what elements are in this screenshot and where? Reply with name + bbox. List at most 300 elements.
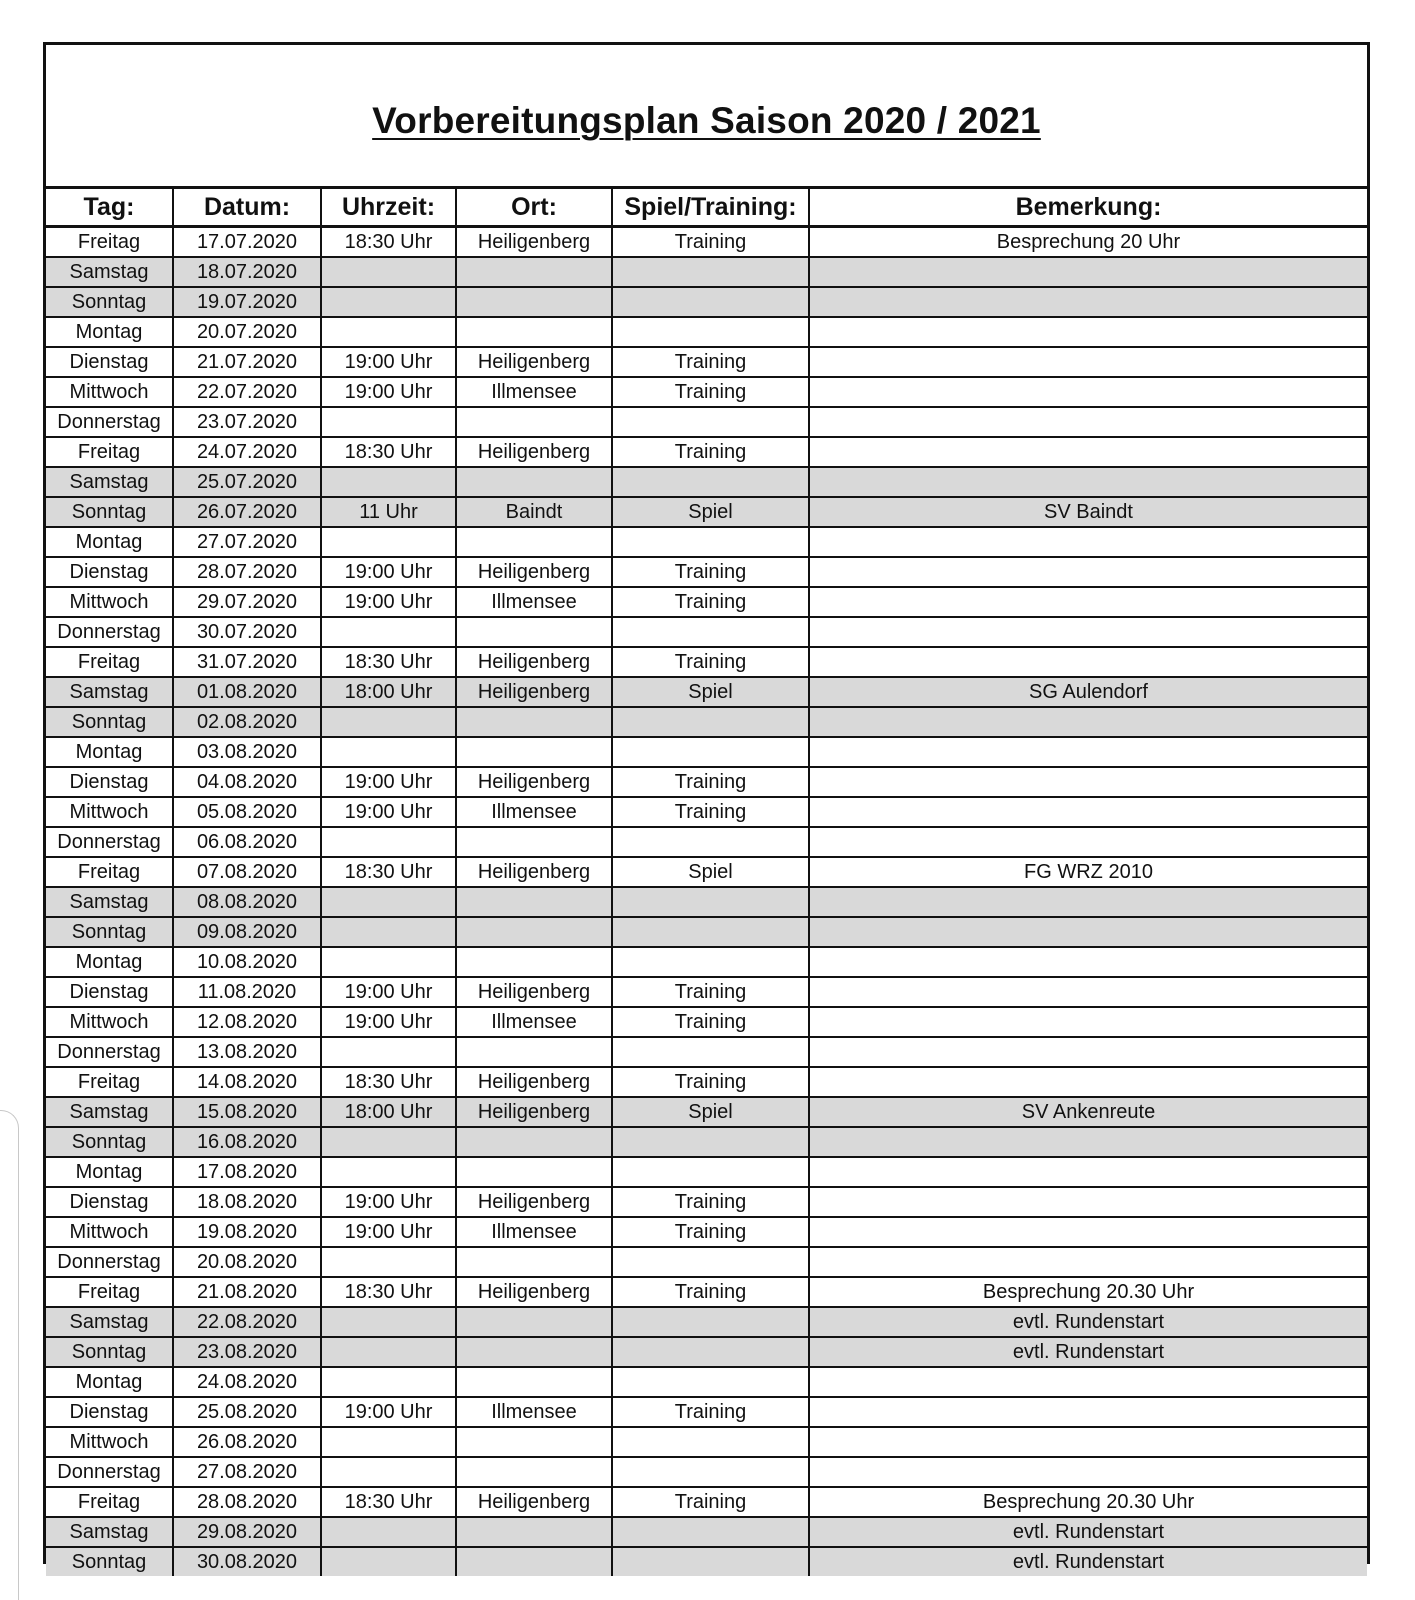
cell-ort — [456, 287, 612, 317]
cell-datum: 12.08.2020 — [173, 1007, 321, 1037]
cell-bemerkung — [809, 737, 1367, 767]
table-row — [46, 707, 1367, 737]
cell-bemerkung — [809, 617, 1367, 647]
cell-datum: 26.07.2020 — [173, 497, 321, 527]
cell-ort: Illmensee — [456, 1217, 612, 1247]
table-row — [46, 677, 1367, 707]
cell-uhrzeit — [321, 527, 456, 557]
cell-spiel-training — [612, 467, 809, 497]
cell-ort: Illmensee — [456, 797, 612, 827]
cell-spiel-training — [612, 1157, 809, 1187]
cell-ort: Illmensee — [456, 1007, 612, 1037]
table-row — [46, 1397, 1367, 1427]
header-ort: Ort: — [456, 188, 612, 227]
cell-datum: 02.08.2020 — [173, 707, 321, 737]
cell-uhrzeit: 18:30 Uhr — [321, 1487, 456, 1517]
cell-tag: Sonntag — [46, 1127, 173, 1157]
cell-spiel-training: Training — [612, 587, 809, 617]
table-row — [46, 1097, 1367, 1127]
cell-datum: 29.08.2020 — [173, 1517, 321, 1547]
header-datum: Datum: — [173, 188, 321, 227]
schedule-table — [46, 186, 1367, 1576]
cell-datum: 08.08.2020 — [173, 887, 321, 917]
table-row — [46, 587, 1367, 617]
table-row — [46, 497, 1367, 527]
cell-datum: 28.07.2020 — [173, 557, 321, 587]
cell-spiel-training: Spiel — [612, 497, 809, 527]
cell-tag: Mittwoch — [46, 377, 173, 407]
cell-bemerkung: SG Aulendorf — [809, 677, 1367, 707]
cell-spiel-training: Training — [612, 1067, 809, 1097]
cell-tag: Mittwoch — [46, 797, 173, 827]
cell-datum: 09.08.2020 — [173, 917, 321, 947]
cell-bemerkung: evtl. Rundenstart — [809, 1517, 1367, 1547]
cell-bemerkung — [809, 797, 1367, 827]
cell-spiel-training — [612, 737, 809, 767]
table-row — [46, 647, 1367, 677]
table-row — [46, 887, 1367, 917]
cell-tag: Mittwoch — [46, 1217, 173, 1247]
cell-tag: Samstag — [46, 887, 173, 917]
cell-bemerkung — [809, 527, 1367, 557]
cell-uhrzeit: 19:00 Uhr — [321, 377, 456, 407]
table-row — [46, 1367, 1367, 1397]
cell-bemerkung — [809, 1397, 1367, 1427]
table-row — [46, 347, 1367, 377]
cell-spiel-training: Training — [612, 227, 809, 258]
cell-spiel-training — [612, 1307, 809, 1337]
cell-datum: 11.08.2020 — [173, 977, 321, 1007]
cell-datum: 27.08.2020 — [173, 1457, 321, 1487]
cell-uhrzeit — [321, 827, 456, 857]
cell-datum: 30.07.2020 — [173, 617, 321, 647]
cell-uhrzeit — [321, 947, 456, 977]
cell-spiel-training — [612, 287, 809, 317]
cell-uhrzeit: 18:30 Uhr — [321, 857, 456, 887]
cell-uhrzeit — [321, 707, 456, 737]
cell-bemerkung: evtl. Rundenstart — [809, 1547, 1367, 1576]
cell-datum: 21.08.2020 — [173, 1277, 321, 1307]
cell-datum: 31.07.2020 — [173, 647, 321, 677]
cell-ort: Heiligenberg — [456, 1097, 612, 1127]
cell-tag: Donnerstag — [46, 1247, 173, 1277]
table-row — [46, 857, 1367, 887]
cell-ort — [456, 1457, 612, 1487]
cell-uhrzeit: 18:30 Uhr — [321, 1067, 456, 1097]
cell-tag: Freitag — [46, 1067, 173, 1097]
cell-bemerkung — [809, 1217, 1367, 1247]
cell-tag: Donnerstag — [46, 407, 173, 437]
cell-ort: Heiligenberg — [456, 647, 612, 677]
cell-ort — [456, 1367, 612, 1397]
cell-ort — [456, 1127, 612, 1157]
table-row — [46, 557, 1367, 587]
cell-bemerkung — [809, 887, 1367, 917]
cell-spiel-training — [612, 1427, 809, 1457]
cell-datum: 16.08.2020 — [173, 1127, 321, 1157]
cell-bemerkung: FG WRZ 2010 — [809, 857, 1367, 887]
cell-spiel-training — [612, 1127, 809, 1157]
cell-ort: Heiligenberg — [456, 857, 612, 887]
cell-tag: Freitag — [46, 1277, 173, 1307]
cell-tag: Dienstag — [46, 1187, 173, 1217]
cell-tag: Samstag — [46, 1517, 173, 1547]
cell-uhrzeit — [321, 1157, 456, 1187]
table-row — [46, 1427, 1367, 1457]
table-row — [46, 1547, 1367, 1576]
cell-tag: Samstag — [46, 467, 173, 497]
cell-datum: 18.08.2020 — [173, 1187, 321, 1217]
cell-spiel-training — [612, 1337, 809, 1367]
cell-datum: 23.08.2020 — [173, 1337, 321, 1367]
table-row — [46, 1127, 1367, 1157]
cell-tag: Sonntag — [46, 287, 173, 317]
cell-uhrzeit: 19:00 Uhr — [321, 347, 456, 377]
cell-ort — [456, 1427, 612, 1457]
cell-ort — [456, 1037, 612, 1067]
header-uhrzeit: Uhrzeit: — [321, 188, 456, 227]
cell-spiel-training — [612, 1517, 809, 1547]
table-row — [46, 317, 1367, 347]
cell-uhrzeit — [321, 617, 456, 647]
cell-tag: Mittwoch — [46, 587, 173, 617]
cell-uhrzeit — [321, 1307, 456, 1337]
cell-ort: Heiligenberg — [456, 227, 612, 258]
cell-uhrzeit — [321, 467, 456, 497]
cell-bemerkung — [809, 467, 1367, 497]
cell-spiel-training: Spiel — [612, 1097, 809, 1127]
table-row — [46, 1247, 1367, 1277]
cell-uhrzeit: 18:30 Uhr — [321, 227, 456, 258]
cell-spiel-training: Training — [612, 347, 809, 377]
cell-ort: Heiligenberg — [456, 677, 612, 707]
cell-spiel-training: Training — [612, 1217, 809, 1247]
cell-uhrzeit: 19:00 Uhr — [321, 587, 456, 617]
table-row — [46, 737, 1367, 767]
cell-bemerkung — [809, 827, 1367, 857]
cell-spiel-training — [612, 317, 809, 347]
table-row — [46, 407, 1367, 437]
cell-uhrzeit — [321, 1127, 456, 1157]
cell-spiel-training — [612, 827, 809, 857]
cell-tag: Freitag — [46, 227, 173, 258]
cell-spiel-training: Training — [612, 1487, 809, 1517]
cell-ort — [456, 917, 612, 947]
cell-bemerkung — [809, 1067, 1367, 1097]
cell-datum: 24.08.2020 — [173, 1367, 321, 1397]
cell-spiel-training: Training — [612, 557, 809, 587]
cell-bemerkung — [809, 287, 1367, 317]
table-row — [46, 1457, 1367, 1487]
cell-uhrzeit: 19:00 Uhr — [321, 977, 456, 1007]
table-row — [46, 617, 1367, 647]
cell-bemerkung — [809, 767, 1367, 797]
cell-datum: 23.07.2020 — [173, 407, 321, 437]
cell-ort — [456, 467, 612, 497]
cell-tag: Freitag — [46, 1487, 173, 1517]
header-tag: Tag: — [46, 188, 173, 227]
cell-ort: Illmensee — [456, 377, 612, 407]
cell-bemerkung: SV Ankenreute — [809, 1097, 1367, 1127]
cell-spiel-training — [612, 1247, 809, 1277]
cell-tag: Sonntag — [46, 917, 173, 947]
cell-uhrzeit: 19:00 Uhr — [321, 1007, 456, 1037]
cell-spiel-training — [612, 1367, 809, 1397]
cell-uhrzeit — [321, 287, 456, 317]
cell-bemerkung — [809, 317, 1367, 347]
table-body — [46, 227, 1367, 1577]
cell-ort — [456, 407, 612, 437]
cell-uhrzeit: 18:00 Uhr — [321, 677, 456, 707]
cell-tag: Montag — [46, 317, 173, 347]
cell-datum: 30.08.2020 — [173, 1547, 321, 1576]
cell-spiel-training — [612, 527, 809, 557]
cell-datum: 22.07.2020 — [173, 377, 321, 407]
cell-bemerkung — [809, 377, 1367, 407]
table-row — [46, 287, 1367, 317]
cell-tag: Montag — [46, 737, 173, 767]
table-row — [46, 467, 1367, 497]
cell-uhrzeit: 19:00 Uhr — [321, 557, 456, 587]
cell-bemerkung: Besprechung 20.30 Uhr — [809, 1277, 1367, 1307]
table-row — [46, 437, 1367, 467]
table-row — [46, 527, 1367, 557]
cell-tag: Montag — [46, 1157, 173, 1187]
cell-tag: Samstag — [46, 677, 173, 707]
cell-spiel-training: Training — [612, 797, 809, 827]
cell-bemerkung — [809, 1367, 1367, 1397]
table-row — [46, 1037, 1367, 1067]
cell-ort: Heiligenberg — [456, 1277, 612, 1307]
cell-uhrzeit — [321, 1457, 456, 1487]
cell-datum: 13.08.2020 — [173, 1037, 321, 1067]
cell-tag: Dienstag — [46, 347, 173, 377]
table-header-row — [46, 188, 1367, 227]
cell-datum: 01.08.2020 — [173, 677, 321, 707]
cell-datum: 03.08.2020 — [173, 737, 321, 767]
cell-tag: Donnerstag — [46, 1037, 173, 1067]
cell-datum: 17.07.2020 — [173, 227, 321, 258]
cell-spiel-training — [612, 257, 809, 287]
cell-spiel-training — [612, 1457, 809, 1487]
cell-tag: Donnerstag — [46, 617, 173, 647]
cell-datum: 20.07.2020 — [173, 317, 321, 347]
cell-uhrzeit — [321, 1427, 456, 1457]
cell-datum: 25.07.2020 — [173, 467, 321, 497]
cell-datum: 28.08.2020 — [173, 1487, 321, 1517]
cell-tag: Samstag — [46, 1097, 173, 1127]
cell-ort — [456, 1337, 612, 1367]
cell-bemerkung — [809, 647, 1367, 677]
cell-spiel-training — [612, 917, 809, 947]
cell-spiel-training: Training — [612, 1187, 809, 1217]
cell-uhrzeit: 18:30 Uhr — [321, 647, 456, 677]
cell-tag: Freitag — [46, 437, 173, 467]
table-row — [46, 1007, 1367, 1037]
table-row — [46, 1517, 1367, 1547]
cell-bemerkung — [809, 437, 1367, 467]
header-spiel-training: Spiel/Training: — [612, 188, 809, 227]
table-row — [46, 1217, 1367, 1247]
cell-bemerkung — [809, 707, 1367, 737]
cell-ort — [456, 887, 612, 917]
cell-ort — [456, 827, 612, 857]
cell-datum: 21.07.2020 — [173, 347, 321, 377]
cell-ort — [456, 1247, 612, 1277]
cell-tag: Dienstag — [46, 977, 173, 1007]
document-title: Vorbereitungsplan Saison 2020 / 2021 — [372, 99, 1041, 141]
cell-tag: Sonntag — [46, 707, 173, 737]
cell-ort — [456, 707, 612, 737]
table-row — [46, 227, 1367, 258]
table-row — [46, 1277, 1367, 1307]
cell-tag: Donnerstag — [46, 827, 173, 857]
cell-uhrzeit — [321, 1367, 456, 1397]
cell-datum: 22.08.2020 — [173, 1307, 321, 1337]
cell-tag: Dienstag — [46, 767, 173, 797]
cell-datum: 24.07.2020 — [173, 437, 321, 467]
schedule-sheet — [43, 42, 1370, 1573]
cell-tag: Montag — [46, 527, 173, 557]
table-row — [46, 917, 1367, 947]
cell-bemerkung — [809, 917, 1367, 947]
table-row — [46, 767, 1367, 797]
cell-ort — [456, 1547, 612, 1576]
cell-uhrzeit — [321, 1547, 456, 1576]
cell-ort — [456, 947, 612, 977]
cell-ort — [456, 737, 612, 767]
cell-spiel-training: Training — [612, 1007, 809, 1037]
cell-ort — [456, 527, 612, 557]
cell-tag: Sonntag — [46, 497, 173, 527]
cell-spiel-training — [612, 617, 809, 647]
cell-uhrzeit — [321, 407, 456, 437]
cell-ort: Heiligenberg — [456, 1187, 612, 1217]
cell-bemerkung — [809, 1157, 1367, 1187]
cell-uhrzeit: 18:00 Uhr — [321, 1097, 456, 1127]
cell-ort: Heiligenberg — [456, 1067, 612, 1097]
cell-uhrzeit: 19:00 Uhr — [321, 1217, 456, 1247]
cell-datum: 18.07.2020 — [173, 257, 321, 287]
cell-bemerkung — [809, 1427, 1367, 1457]
cell-tag: Sonntag — [46, 1547, 173, 1576]
cell-datum: 26.08.2020 — [173, 1427, 321, 1457]
cell-ort — [456, 317, 612, 347]
cell-uhrzeit — [321, 257, 456, 287]
cell-uhrzeit: 19:00 Uhr — [321, 1397, 456, 1427]
cell-ort: Heiligenberg — [456, 437, 612, 467]
cell-ort: Heiligenberg — [456, 347, 612, 377]
cell-uhrzeit: 19:00 Uhr — [321, 767, 456, 797]
cell-uhrzeit — [321, 917, 456, 947]
cell-bemerkung: evtl. Rundenstart — [809, 1337, 1367, 1367]
cell-datum: 20.08.2020 — [173, 1247, 321, 1277]
cell-bemerkung — [809, 1127, 1367, 1157]
cell-ort — [456, 1517, 612, 1547]
cell-spiel-training: Training — [612, 647, 809, 677]
cell-datum: 14.08.2020 — [173, 1067, 321, 1097]
cell-uhrzeit: 18:30 Uhr — [321, 437, 456, 467]
cell-bemerkung — [809, 1457, 1367, 1487]
cell-datum: 04.08.2020 — [173, 767, 321, 797]
cell-spiel-training: Training — [612, 977, 809, 1007]
cell-uhrzeit: 11 Uhr — [321, 497, 456, 527]
cell-uhrzeit — [321, 1247, 456, 1277]
cell-datum: 27.07.2020 — [173, 527, 321, 557]
cell-tag: Montag — [46, 947, 173, 977]
table-row — [46, 1307, 1367, 1337]
cell-ort — [456, 257, 612, 287]
cell-datum: 05.08.2020 — [173, 797, 321, 827]
cell-tag: Sonntag — [46, 1337, 173, 1367]
cell-spiel-training: Training — [612, 1397, 809, 1427]
cell-bemerkung: evtl. Rundenstart — [809, 1307, 1367, 1337]
page-edge-artifact — [0, 1110, 19, 1600]
cell-bemerkung — [809, 947, 1367, 977]
cell-bemerkung — [809, 407, 1367, 437]
table-row — [46, 1337, 1367, 1367]
table-row — [46, 977, 1367, 1007]
cell-datum: 15.08.2020 — [173, 1097, 321, 1127]
cell-uhrzeit — [321, 737, 456, 767]
cell-bemerkung: SV Baindt — [809, 497, 1367, 527]
cell-tag: Freitag — [46, 647, 173, 677]
cell-bemerkung — [809, 977, 1367, 1007]
cell-ort: Heiligenberg — [456, 1487, 612, 1517]
cell-ort: Illmensee — [456, 587, 612, 617]
cell-uhrzeit: 19:00 Uhr — [321, 797, 456, 827]
cell-bemerkung — [809, 1247, 1367, 1277]
title-box — [46, 45, 1367, 186]
cell-spiel-training: Spiel — [612, 677, 809, 707]
cell-spiel-training — [612, 1547, 809, 1576]
cell-bemerkung — [809, 1187, 1367, 1217]
cell-datum: 19.08.2020 — [173, 1217, 321, 1247]
cell-tag: Samstag — [46, 257, 173, 287]
cell-ort: Heiligenberg — [456, 977, 612, 1007]
cell-ort: Baindt — [456, 497, 612, 527]
cell-datum: 17.08.2020 — [173, 1157, 321, 1187]
cell-ort: Heiligenberg — [456, 557, 612, 587]
cell-bemerkung: Besprechung 20.30 Uhr — [809, 1487, 1367, 1517]
cell-tag: Freitag — [46, 857, 173, 887]
table-row — [46, 1157, 1367, 1187]
table-row — [46, 257, 1367, 287]
table-row — [46, 827, 1367, 857]
cell-tag: Samstag — [46, 1307, 173, 1337]
cell-bemerkung — [809, 587, 1367, 617]
cell-bemerkung — [809, 1007, 1367, 1037]
table-row — [46, 1067, 1367, 1097]
cell-spiel-training: Training — [612, 377, 809, 407]
table-row — [46, 377, 1367, 407]
cell-spiel-training — [612, 407, 809, 437]
cell-spiel-training — [612, 947, 809, 977]
table-row — [46, 1187, 1367, 1217]
cell-tag: Dienstag — [46, 557, 173, 587]
cell-spiel-training — [612, 707, 809, 737]
cell-datum: 06.08.2020 — [173, 827, 321, 857]
cell-bemerkung — [809, 347, 1367, 377]
cell-spiel-training: Spiel — [612, 857, 809, 887]
cell-datum: 19.07.2020 — [173, 287, 321, 317]
cell-bemerkung: Besprechung 20 Uhr — [809, 227, 1367, 258]
cell-uhrzeit — [321, 887, 456, 917]
cell-spiel-training: Training — [612, 767, 809, 797]
table-row — [46, 1487, 1367, 1517]
cell-uhrzeit — [321, 1037, 456, 1067]
cell-uhrzeit: 19:00 Uhr — [321, 1187, 456, 1217]
